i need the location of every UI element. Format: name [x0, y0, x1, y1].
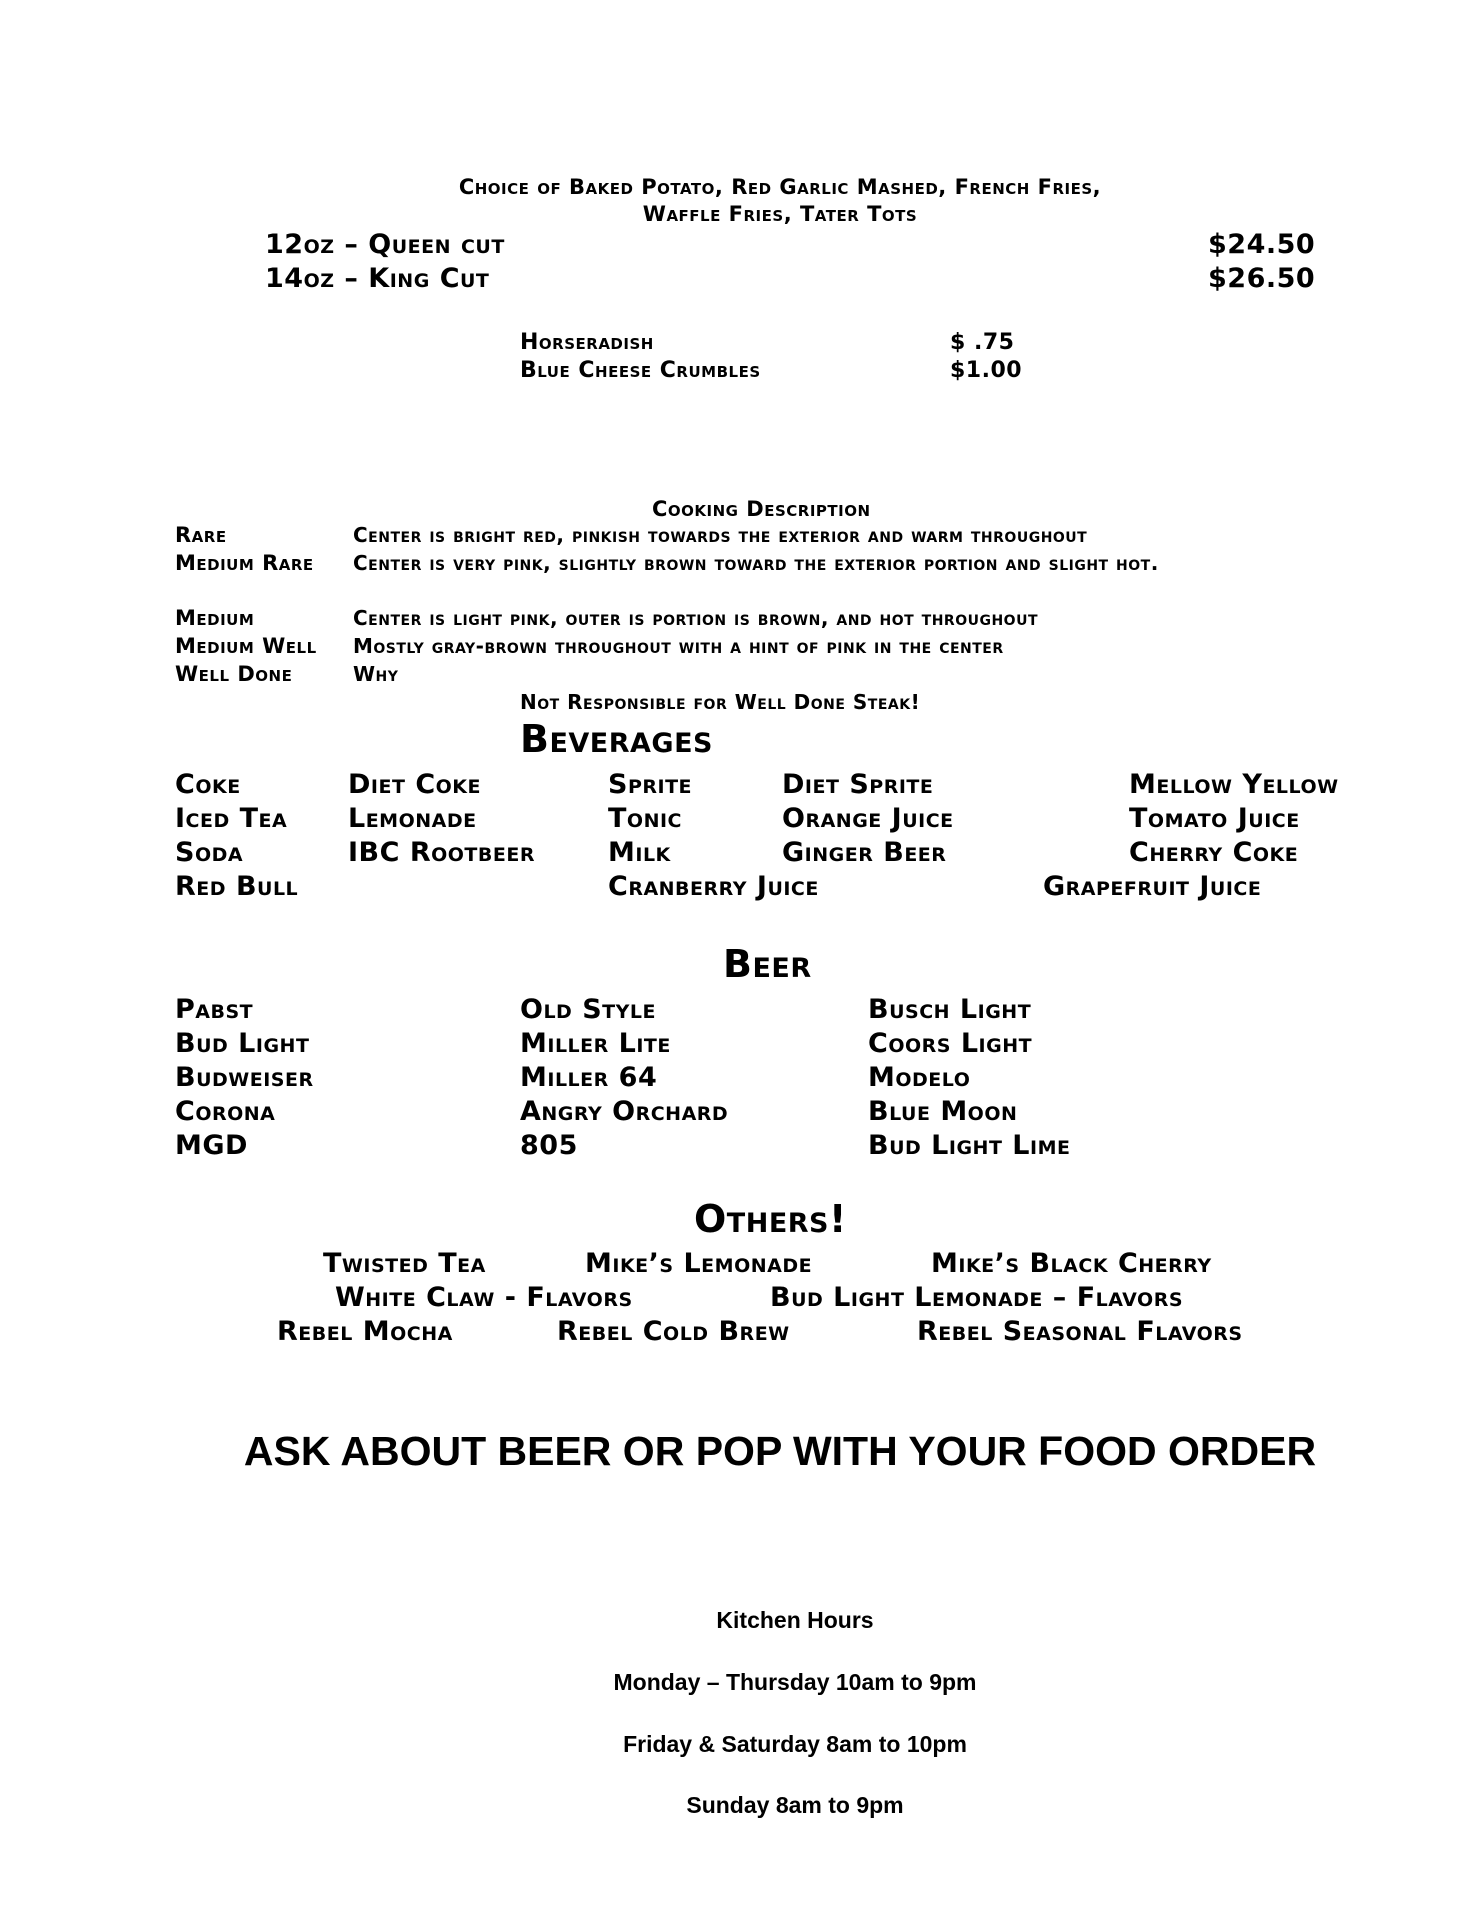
addon-blue-cheese-price: $1.00 — [950, 358, 1023, 383]
beverage-item: Cranberry Juice — [608, 871, 819, 902]
beverage-item: Orange Juice — [782, 803, 954, 834]
other-item: Bud Light Lemonade – Flavors — [770, 1282, 1184, 1313]
hours-line: Sunday 8am to 9pm — [686, 1792, 904, 1818]
beer-pop-promo: ASK ABOUT BEER OR POP WITH YOUR FOOD ORDER — [243, 1428, 1317, 1474]
beer-item: MGD — [175, 1130, 248, 1161]
kitchen-hours-title: Kitchen Hours — [716, 1607, 874, 1633]
cut-king-name: 14oz – King Cut — [265, 263, 490, 294]
beverage-item: Iced Tea — [175, 803, 288, 834]
beverage-item: Grapefruit Juice — [1043, 871, 1262, 902]
cook-desc-well-done: Why — [353, 662, 399, 686]
other-item: White Claw - Flavors — [335, 1282, 633, 1313]
sides-line-1: Choice of Baked Potato, Red Garlic Mashed, French Fries, — [458, 175, 1102, 199]
beer-item: Coors Light — [868, 1028, 1033, 1059]
other-item: Mike’s Lemonade — [585, 1248, 813, 1279]
beer-item: 805 — [520, 1130, 578, 1161]
beverage-item: Coke — [175, 769, 241, 800]
cut-queen-price: $24.50 — [1208, 229, 1316, 260]
hours-line: Monday – Thursday 10am to 9pm — [613, 1669, 977, 1695]
beverage-item: IBC Rootbeer — [348, 837, 535, 868]
cut-king-price: $26.50 — [1208, 263, 1316, 294]
beer-item: Budweiser — [175, 1062, 314, 1093]
beverage-item: Milk — [608, 837, 671, 868]
addon-horseradish-price: $ .75 — [950, 330, 1015, 355]
other-item: Mike’s Black Cherry — [931, 1248, 1212, 1279]
cut-queen-name: 12oz – Queen cut — [265, 229, 505, 260]
other-item: Rebel Mocha — [277, 1316, 453, 1347]
beer-heading: Beer — [723, 942, 812, 986]
beer-item: Busch Light — [868, 994, 1032, 1025]
beverage-item: Soda — [175, 837, 244, 868]
cook-level-medium-well: Medium Well — [175, 634, 317, 658]
others-heading: Others! — [694, 1197, 847, 1241]
cook-desc-rare: Center is bright red, pinkish towards the exterior and warm throughout — [353, 523, 1088, 547]
addon-horseradish-name: Horseradish — [520, 330, 654, 355]
sides-line-2: Waffle Fries, Tater Tots — [642, 202, 918, 226]
cook-level-well-done: Well Done — [175, 662, 293, 686]
beverage-item: Tomato Juice — [1129, 803, 1300, 834]
beverage-item: Ginger Beer — [782, 837, 947, 868]
beer-item: Old Style — [520, 994, 656, 1025]
other-item: Twisted Tea — [323, 1248, 486, 1279]
beer-item: Angry Orchard — [520, 1096, 729, 1127]
beer-item: Modelo — [868, 1062, 971, 1093]
cook-level-medium-rare: Medium Rare — [175, 551, 314, 575]
cook-desc-medium: Center is light pink, outer is portion is brown, and hot throughout — [353, 606, 1038, 630]
beverage-item: Diet Sprite — [782, 769, 934, 800]
beverage-item: Mellow Yellow — [1129, 769, 1339, 800]
cook-desc-medium-well: Mostly gray-brown throughout with a hint of pink in the center — [353, 634, 1004, 658]
beer-item: Bud Light — [175, 1028, 310, 1059]
cooking-title: Cooking Description — [652, 497, 871, 521]
beverage-item: Lemonade — [348, 803, 477, 834]
beverage-item: Red Bull — [175, 871, 299, 902]
beer-item: Bud Light Lime — [868, 1130, 1071, 1161]
beer-item: Miller 64 — [520, 1062, 658, 1093]
beer-item: Miller Lite — [520, 1028, 671, 1059]
beer-item: Blue Moon — [868, 1096, 1018, 1127]
hours-line: Friday & Saturday 8am to 10pm — [623, 1731, 967, 1757]
other-item: Rebel Seasonal Flavors — [917, 1316, 1243, 1347]
other-item: Rebel Cold Brew — [557, 1316, 790, 1347]
beverage-item: Sprite — [608, 769, 693, 800]
beverage-item: Tonic — [608, 803, 682, 834]
cook-level-rare: Rare — [175, 523, 227, 547]
well-done-disclaimer: Not Responsible for Well Done Steak! — [520, 690, 921, 714]
cook-level-medium: Medium — [175, 606, 255, 630]
beverage-item: Cherry Coke — [1129, 837, 1299, 868]
beer-item: Pabst — [175, 994, 254, 1025]
cook-desc-medium-rare: Center is very pink, slightly brown toward the exterior portion and slight hot. — [353, 551, 1159, 575]
beverages-heading: Beverages — [520, 717, 713, 761]
addon-blue-cheese-name: Blue Cheese Crumbles — [520, 358, 761, 383]
beverage-item: Diet Coke — [348, 769, 481, 800]
beer-item: Corona — [175, 1096, 276, 1127]
